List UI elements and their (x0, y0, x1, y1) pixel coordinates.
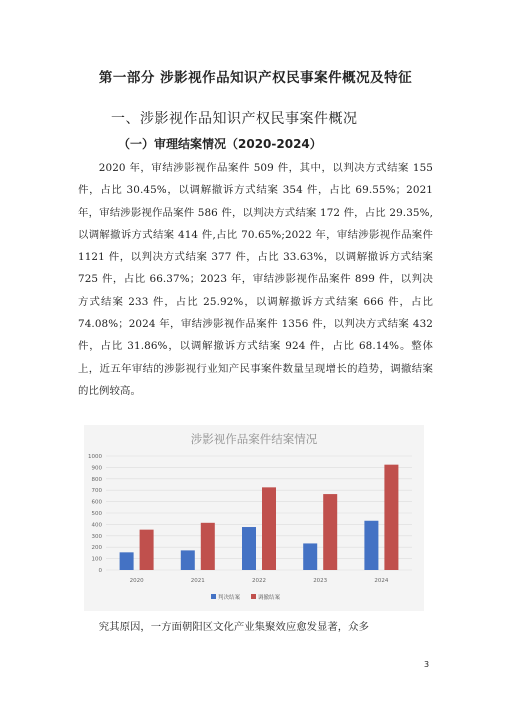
bar-mediation-2024 (384, 465, 398, 570)
x-tick-label: 2024 (374, 578, 389, 584)
bar-judgment-2021 (181, 550, 195, 570)
y-tick-label: 400 (91, 522, 102, 529)
y-tick-label: 600 (91, 499, 102, 506)
part-heading: 第一部分 涉影视作品知识产权民事案件概况及特征 (98, 70, 413, 86)
y-tick-label: 700 (91, 488, 102, 495)
y-tick-label: 200 (91, 545, 102, 552)
continuation-text: 究其原因，一方面朝阳区文化产业集聚效应愈发显著，众多 (98, 621, 369, 633)
bar-chart (84, 425, 424, 611)
y-tick-label: 500 (91, 511, 102, 517)
y-tick-label: 100 (91, 556, 102, 563)
y-tick-label: 300 (91, 533, 102, 540)
bar-judgment-2022 (242, 527, 256, 570)
x-tick-label: 2020 (129, 578, 144, 584)
bar-judgment-2023 (303, 543, 317, 570)
legend-swatch (211, 594, 216, 599)
y-tick-label: 0 (98, 568, 102, 574)
x-tick-label: 2023 (313, 578, 328, 584)
bar-mediation-2020 (140, 530, 154, 570)
chart-canvas (84, 425, 424, 611)
bar-mediation-2021 (201, 523, 215, 570)
section-title: 一、涉影视作品知识产权民事案件概况 (111, 111, 358, 127)
body-paragraph: 2020 年，审结涉影视作品案件 509 件，其中，以判决方式结案 155 件，占比 30.45%，以调解撤诉方式结案 354 件，占比 69.55%；2021 年，审结涉影视作品案件 586 件，以判决方式结案 172 件，占比 29.35%,以调解撤诉方式结案 414 件,占比 70.65%;2022 年，审结涉影视作品案件 1121 件，以判决方式结案 377 件，占比 33.63%，以调解撤诉方式结案 725 件，占比 66.37%；2023 年，审结涉影视作品案件 899 件，以判决方式结案 233 件，占比 25.92%，以调解撤诉方式结案 666 件，占比 74.08%；2024 年，审结涉影视作品案件 1356 件，以判决方式结案 432 件，占比 31.86%，以调解撤诉方式结案 924 件，占比 68.14%。整体上，近五年审结的涉影视行业知产民事案件数量呈现增长的趋势，调撤结案的比例较高。 (78, 162, 433, 397)
legend-label: 判决结案 (218, 595, 241, 601)
bar-judgment-2024 (364, 521, 378, 570)
y-tick-label: 800 (91, 476, 102, 483)
y-tick-label: 1000 (88, 454, 102, 460)
bar-judgment-2020 (120, 552, 134, 570)
chart-title: 涉影视作品案件结案情况 (190, 432, 318, 446)
legend-label: 调撤结案 (258, 595, 281, 601)
x-tick-label: 2021 (190, 578, 205, 584)
bar-mediation-2022 (262, 487, 276, 570)
legend-swatch (251, 594, 256, 599)
bar-mediation-2023 (323, 494, 337, 570)
subsection-title: （一）审理结案情况（2020-2024） (118, 137, 322, 151)
y-tick-label: 900 (91, 465, 102, 472)
x-tick-label: 2022 (252, 578, 266, 584)
page-number: 3 (424, 660, 430, 669)
